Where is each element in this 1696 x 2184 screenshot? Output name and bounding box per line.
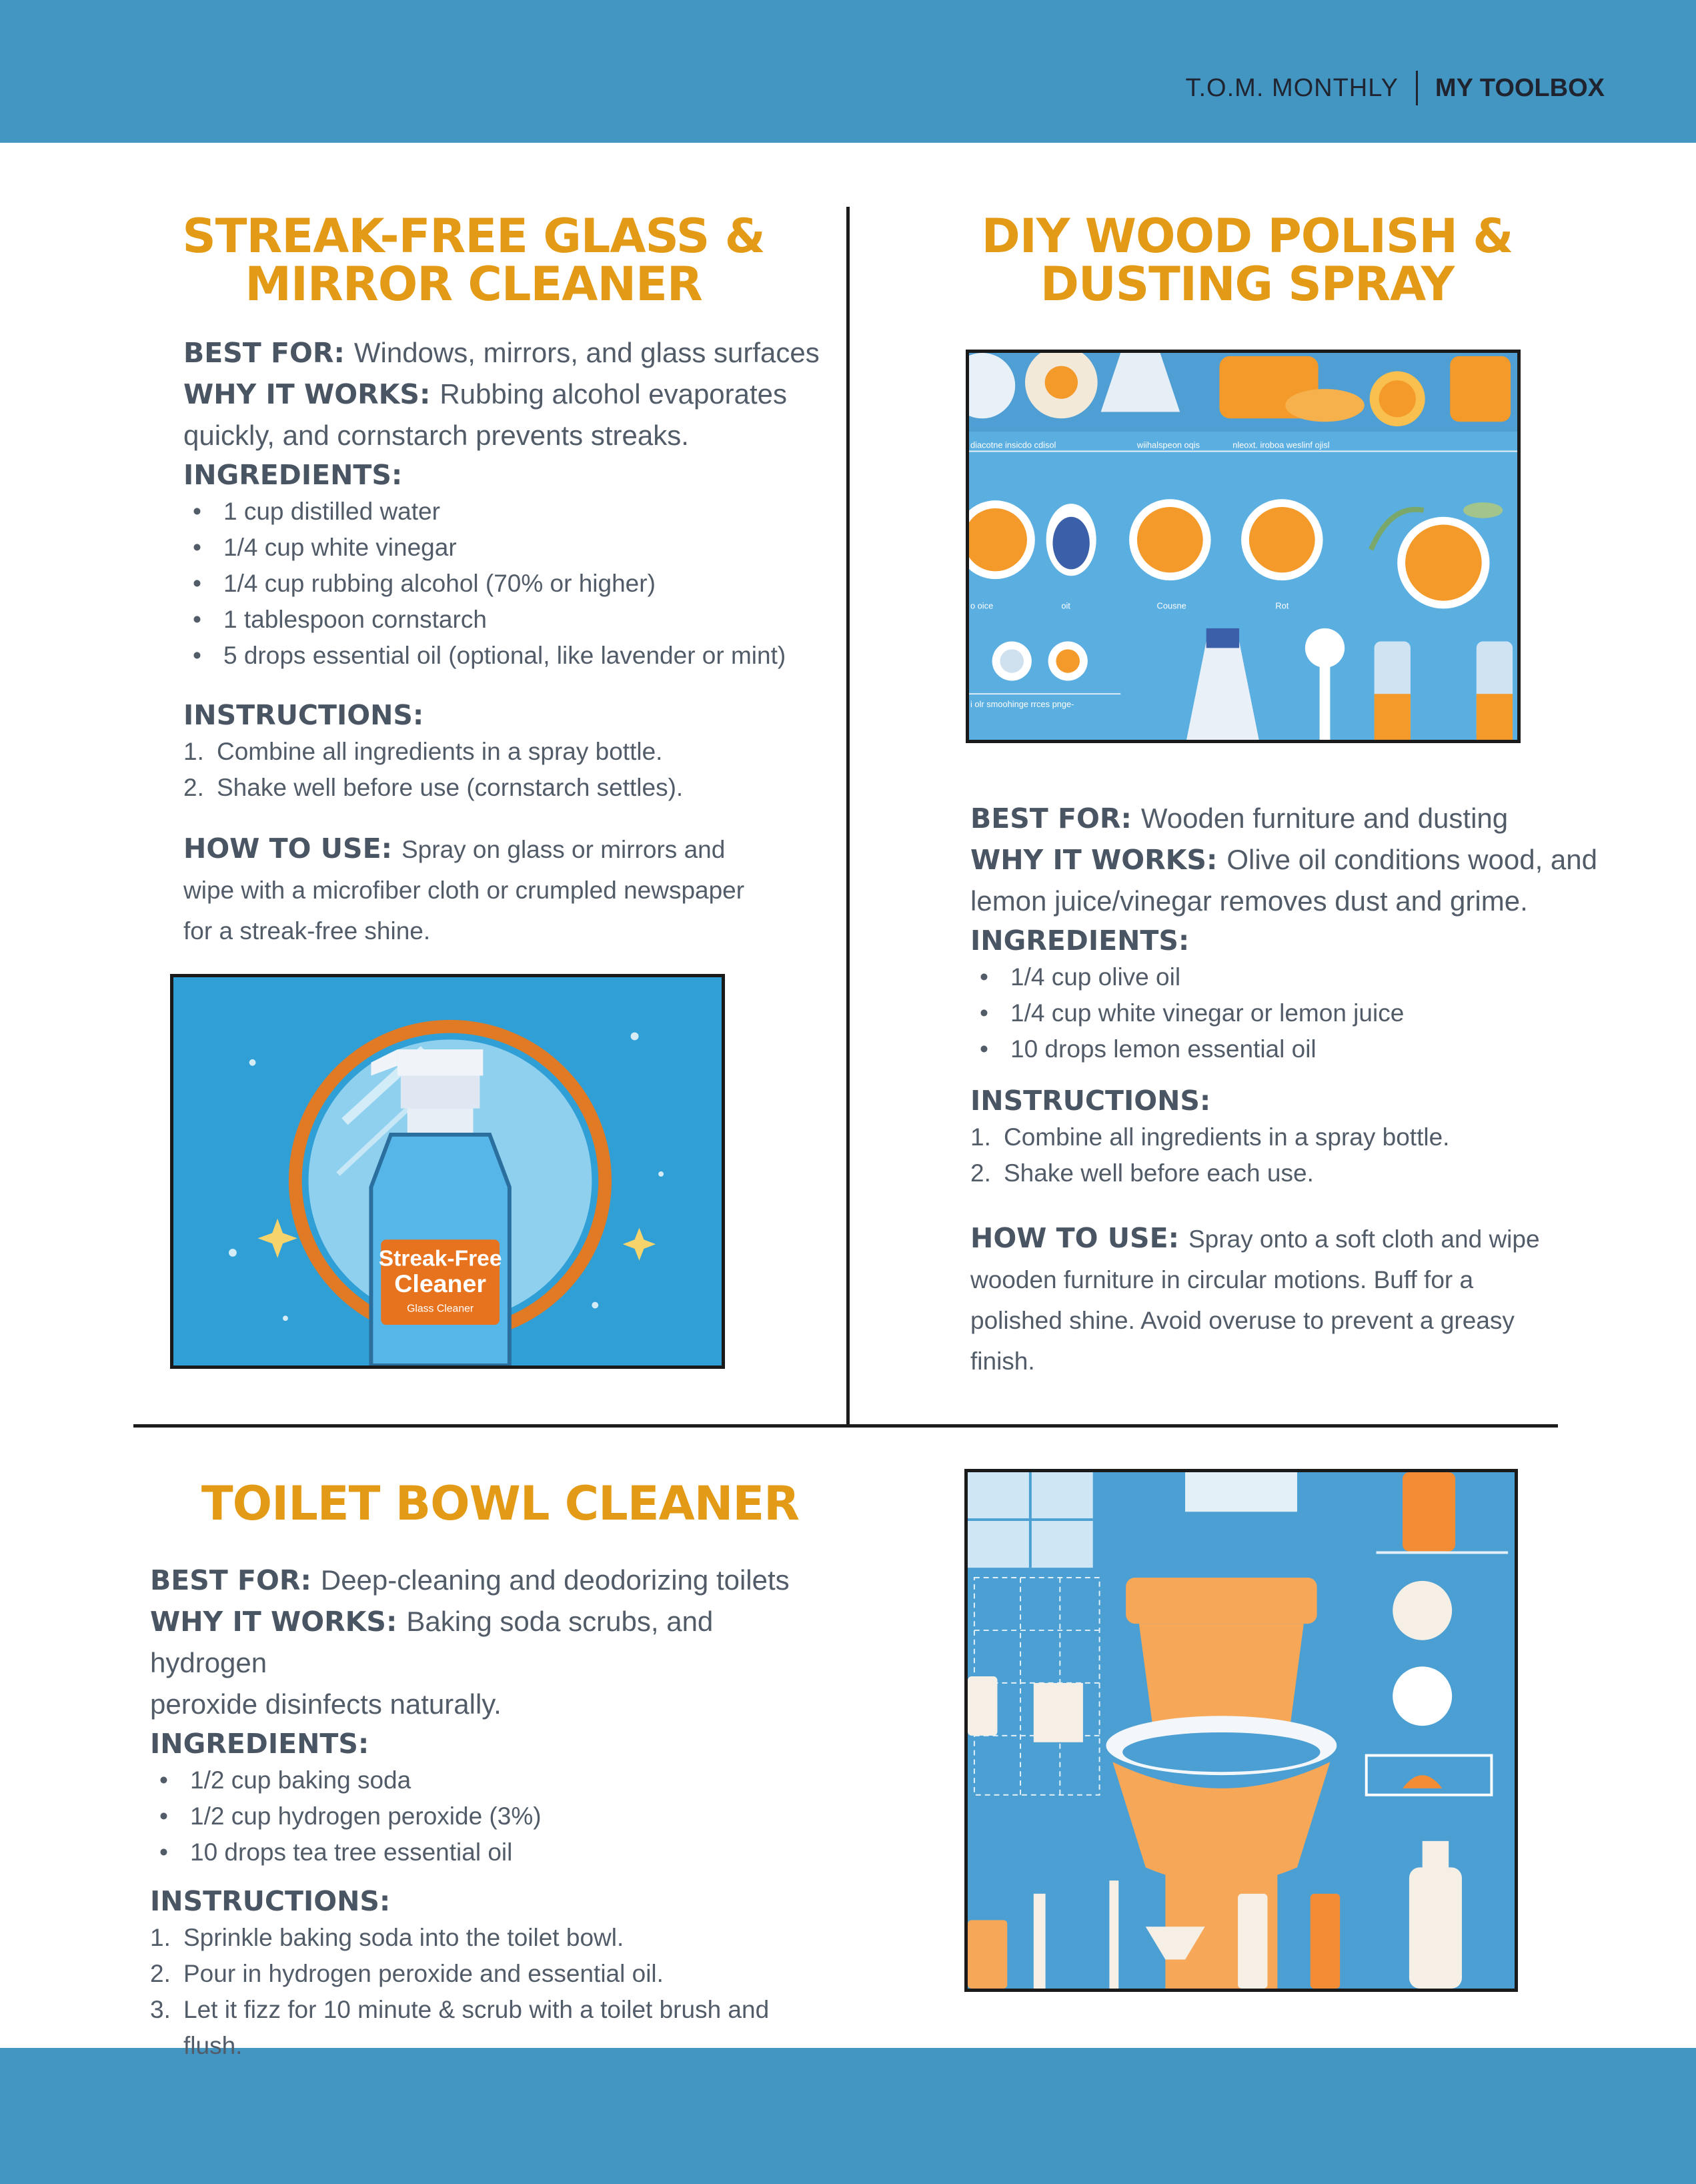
list-item: • 10 drops tea tree essential oil xyxy=(150,1834,830,1870)
how-to-label: HOW TO USE: xyxy=(970,1222,1179,1254)
list-item xyxy=(150,1956,830,1992)
step-number: 2. xyxy=(970,1159,991,1187)
list-item: • 5 drops essential oil (optional, like lavender or mint) xyxy=(183,638,824,674)
wood-why-cont: lemon juice/vinegar removes dust and grime. xyxy=(970,885,1528,917)
wood-recipe xyxy=(970,798,1624,1382)
how-to-text: Spray onto a soft cloth and wipe xyxy=(1188,1225,1540,1253)
best-for-label: BEST FOR: xyxy=(150,1564,311,1596)
list-item: • 1 cup distilled water xyxy=(183,494,824,530)
list-item: • 1/2 cup hydrogen peroxide (3%) xyxy=(150,1798,830,1834)
wood-instructions-list xyxy=(970,1119,1624,1191)
image-caption: Cousne xyxy=(1156,600,1186,611)
glass-why xyxy=(183,374,824,415)
step-text: Combine all ingredients in a spray bottle. xyxy=(217,738,663,765)
step-number: 1. xyxy=(970,1123,991,1151)
list-item: • 1/2 cup baking soda xyxy=(150,1762,830,1798)
wood-title-line-2: DUSTING SPRAY xyxy=(1040,257,1455,312)
list-item xyxy=(970,1119,1624,1155)
list-item xyxy=(150,1920,830,1956)
glass-ingredients-heading: INGREDIENTS: xyxy=(183,459,403,491)
wood-instructions-heading: INSTRUCTIONS: xyxy=(970,1085,1211,1117)
how-to-text: polished shine. Avoid overuse to prevent a greasy xyxy=(970,1307,1515,1334)
why-value: Rubbing alcohol evaporates xyxy=(440,378,788,410)
glass-instructions-heading: INSTRUCTIONS: xyxy=(183,699,424,731)
why-label: WHY IT WORKS: xyxy=(970,844,1218,876)
how-to-text: Spray on glass or mirrors and xyxy=(401,836,726,863)
toilet-ingredients-list xyxy=(150,1762,830,1870)
glass-instructions-list xyxy=(183,734,824,806)
step-number: 1. xyxy=(150,1924,171,1951)
best-for-value: Wooden furniture and dusting xyxy=(1140,802,1509,834)
list-item xyxy=(183,734,824,770)
toilet-why-cont: peroxide disinfects naturally. xyxy=(150,1688,502,1720)
glass-title-line-1: STREAK-FREE GLASS & xyxy=(182,209,765,263)
best-for-label: BEST FOR: xyxy=(183,337,345,369)
publication-name: T.O.M. MONTHLY xyxy=(1185,73,1399,102)
step-text: Sprinkle baking soda into the toilet bowl. xyxy=(183,1924,624,1951)
list-item xyxy=(183,770,824,806)
image-caption: diacotne insicdo cdisol xyxy=(970,440,1056,450)
masthead xyxy=(1186,71,1605,105)
step-text: Let it fizz for 10 minute & scrub with a toilet brush and flush. xyxy=(183,1996,770,2059)
how-to-text: for a streak-free shine. xyxy=(183,917,431,945)
step-text: Combine all ingredients in a spray bottle. xyxy=(1004,1123,1450,1151)
image-caption: o oice xyxy=(970,600,994,611)
step-text: Pour in hydrogen peroxide and essential oil. xyxy=(183,1960,664,1987)
glass-recipe xyxy=(183,332,824,951)
wood-ingredients-list xyxy=(970,959,1624,1067)
step-number: 1. xyxy=(183,738,204,765)
how-to-label: HOW TO USE: xyxy=(183,833,392,865)
glass-best-for xyxy=(183,332,824,374)
footer-bar xyxy=(0,2048,1696,2184)
glass-title-line-2: MIRROR CLEANER xyxy=(245,257,702,312)
step-number: 2. xyxy=(150,1960,171,1987)
list-item xyxy=(970,1155,1624,1191)
best-for-value: Windows, mirrors, and glass surfaces xyxy=(353,337,820,368)
glass-how-to-use xyxy=(183,829,824,951)
toilet-recipe xyxy=(150,1560,830,2064)
step-number: 2. xyxy=(183,774,204,801)
step-text: Shake well before use (cornstarch settles). xyxy=(217,774,684,801)
bottle-label-line-2: Cleaner xyxy=(394,1269,486,1297)
toilet-instructions-heading: INSTRUCTIONS: xyxy=(150,1885,391,1917)
how-to-text: finish. xyxy=(970,1347,1035,1375)
list-item: • 10 drops lemon essential oil xyxy=(970,1031,1624,1067)
list-item xyxy=(150,1992,830,2064)
list-item: • 1 tablespoon cornstarch xyxy=(183,602,824,638)
best-for-value: Deep-cleaning and deodorizing toilets xyxy=(320,1564,790,1596)
image-caption: Rot xyxy=(1275,600,1289,611)
toilet-instructions-list xyxy=(150,1920,830,2064)
wood-title xyxy=(867,209,1627,312)
bottle-label-line-1: Streak-Free xyxy=(378,1246,502,1271)
why-value: Olive oil conditions wood, and xyxy=(1226,844,1598,875)
toilet-title: TOILET BOWL CLEANER xyxy=(201,1476,800,1531)
masthead-divider xyxy=(1416,71,1418,105)
toilet-best-for xyxy=(150,1560,830,1601)
wood-best-for xyxy=(970,798,1624,839)
why-label: WHY IT WORKS: xyxy=(183,378,431,410)
how-to-text: wooden furniture in circular motions. Buff for a xyxy=(970,1266,1474,1293)
step-number: 3. xyxy=(150,1996,171,2023)
toilet-illustration xyxy=(964,1469,1518,1992)
wood-ingredients-heading: INGREDIENTS: xyxy=(970,925,1190,957)
image-caption: i olr smoohinge rrces pnge- xyxy=(970,698,1074,709)
section-name: MY TOOLBOX xyxy=(1435,73,1605,102)
why-label: WHY IT WORKS: xyxy=(150,1606,397,1638)
column-divider xyxy=(846,207,850,1426)
glass-cleaner-illustration xyxy=(170,974,725,1369)
list-item: • 1/4 cup rubbing alcohol (70% or higher) xyxy=(183,566,824,602)
image-caption: oit xyxy=(1061,600,1070,611)
list-item: • 1/4 cup white vinegar xyxy=(183,530,824,566)
image-caption: nleoxt. iroboa weslinf ojisl xyxy=(1232,440,1330,450)
list-item: • 1/4 cup olive oil xyxy=(970,959,1624,995)
wood-why xyxy=(970,839,1624,881)
wood-polish-illustration xyxy=(966,350,1521,743)
wood-how-to-use xyxy=(970,1218,1624,1382)
wood-title-line-1: DIY WOOD POLISH & xyxy=(981,209,1513,263)
why-value: Baking soda scrubs, and hydrogen xyxy=(150,1606,714,1678)
how-to-text: wipe with a microfiber cloth or crumpled newspaper xyxy=(183,877,745,904)
image-caption: wiihalspeon oqis xyxy=(1136,440,1200,450)
header-bar xyxy=(0,0,1696,143)
toilet-ingredients-heading: INGREDIENTS: xyxy=(150,1728,369,1760)
glass-ingredients-list xyxy=(183,494,824,674)
list-item: • 1/4 cup white vinegar or lemon juice xyxy=(970,995,1624,1031)
best-for-label: BEST FOR: xyxy=(970,802,1132,835)
glass-title xyxy=(133,209,814,312)
bottle-label-line-3: Glass Cleaner xyxy=(407,1303,474,1315)
row-divider xyxy=(133,1424,1558,1428)
toilet-why xyxy=(150,1601,830,1684)
glass-why-cont: quickly, and cornstarch prevents streaks. xyxy=(183,420,689,451)
step-text: Shake well before each use. xyxy=(1004,1159,1314,1187)
